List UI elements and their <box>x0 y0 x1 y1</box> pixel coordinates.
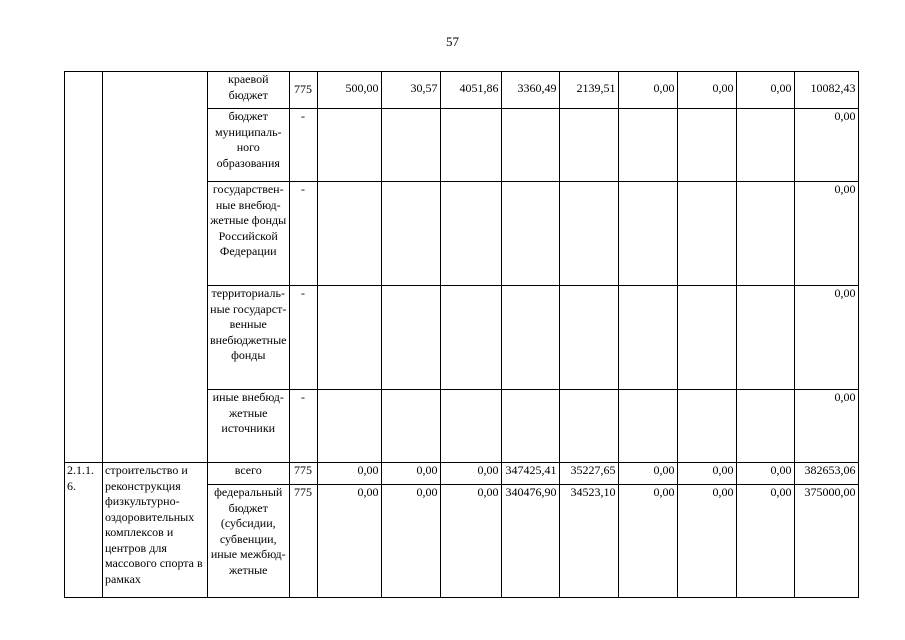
value-cell: 340476,90 <box>501 485 559 598</box>
source-cell: иные внебюд-жетные источники <box>208 390 290 463</box>
value-cell: 35227,65 <box>559 463 618 485</box>
value-cell: 0,00 <box>618 72 677 109</box>
value-cell: 0,00 <box>381 463 440 485</box>
value-cell <box>501 182 559 286</box>
value-cell <box>317 390 381 463</box>
value-cell: 0,00 <box>677 463 736 485</box>
value-cell: 0,00 <box>618 485 677 598</box>
value-cell <box>501 286 559 390</box>
value-cell <box>736 286 794 390</box>
code-cell: 775 <box>289 463 317 485</box>
table-row <box>65 463 859 485</box>
source-cell: государствен-ные внебюд-жетные фонды Российской Федерации <box>208 182 290 286</box>
value-cell <box>559 286 618 390</box>
source-cell: всего <box>208 463 290 485</box>
value-cell <box>736 109 794 182</box>
value-cell <box>618 182 677 286</box>
item-index-cell: 2.1.1.6. <box>65 463 103 598</box>
value-cell <box>618 286 677 390</box>
budget-table <box>64 71 859 598</box>
value-cell: 0,00 <box>618 463 677 485</box>
value-cell <box>559 109 618 182</box>
code-cell: - <box>289 109 317 182</box>
value-cell: 0,00 <box>736 72 794 109</box>
value-cell: 0,00 <box>317 463 381 485</box>
value-cell <box>677 390 736 463</box>
value-cell <box>381 286 440 390</box>
index-cell-empty <box>65 72 103 463</box>
value-cell: 4051,86 <box>440 72 501 109</box>
code-cell: - <box>289 390 317 463</box>
value-cell: 347425,41 <box>501 463 559 485</box>
value-cell <box>677 109 736 182</box>
value-cell <box>736 390 794 463</box>
value-cell: 3360,49 <box>501 72 559 109</box>
source-cell: территориаль-ные государст-венные внебюджетные фонды <box>208 286 290 390</box>
value-cell: 0,00 <box>736 463 794 485</box>
value-cell <box>677 182 736 286</box>
value-cell <box>381 390 440 463</box>
value-cell: 0,00 <box>794 390 858 463</box>
value-cell <box>381 109 440 182</box>
source-cell: бюджет муниципаль-ного образования <box>208 109 290 182</box>
value-cell <box>440 286 501 390</box>
value-cell <box>559 390 618 463</box>
value-cell <box>440 109 501 182</box>
page-number: 57 <box>446 34 459 49</box>
table-row <box>65 72 859 109</box>
value-cell <box>317 182 381 286</box>
value-cell: 0,00 <box>677 72 736 109</box>
value-cell: 375000,00 <box>794 485 858 598</box>
value-cell <box>317 109 381 182</box>
value-cell <box>559 182 618 286</box>
value-cell <box>501 109 559 182</box>
code-cell: - <box>289 182 317 286</box>
value-cell: 0,00 <box>440 463 501 485</box>
value-cell <box>440 390 501 463</box>
value-cell: 0,00 <box>794 109 858 182</box>
value-cell: 0,00 <box>317 485 381 598</box>
value-cell <box>618 390 677 463</box>
value-cell <box>440 182 501 286</box>
value-cell <box>736 182 794 286</box>
value-cell: 382653,06 <box>794 463 858 485</box>
value-cell <box>381 182 440 286</box>
value-cell: 0,00 <box>381 485 440 598</box>
value-cell <box>501 390 559 463</box>
code-cell: - <box>289 286 317 390</box>
value-cell <box>317 286 381 390</box>
value-cell: 0,00 <box>677 485 736 598</box>
value-cell: 0,00 <box>440 485 501 598</box>
code-cell: 775 <box>289 72 317 109</box>
value-cell: 34523,10 <box>559 485 618 598</box>
value-cell: 30,57 <box>381 72 440 109</box>
value-cell: 0,00 <box>736 485 794 598</box>
value-cell <box>677 286 736 390</box>
item-description-cell: строительство и реконструкция физкультурно-оздоровительных комплексов и центров для массового спорта в рамках <box>103 463 208 598</box>
value-cell: 2139,51 <box>559 72 618 109</box>
value-cell: 10082,43 <box>794 72 858 109</box>
description-cell-empty <box>103 72 208 463</box>
value-cell <box>618 109 677 182</box>
value-cell: 500,00 <box>317 72 381 109</box>
value-cell: 0,00 <box>794 286 858 390</box>
source-cell: краевой бюджет <box>208 72 290 109</box>
value-cell: 0,00 <box>794 182 858 286</box>
code-cell: 775 <box>289 485 317 598</box>
source-cell: федеральный бюджет (субсидии, субвенции, иные межбюд-жетные <box>208 485 290 598</box>
